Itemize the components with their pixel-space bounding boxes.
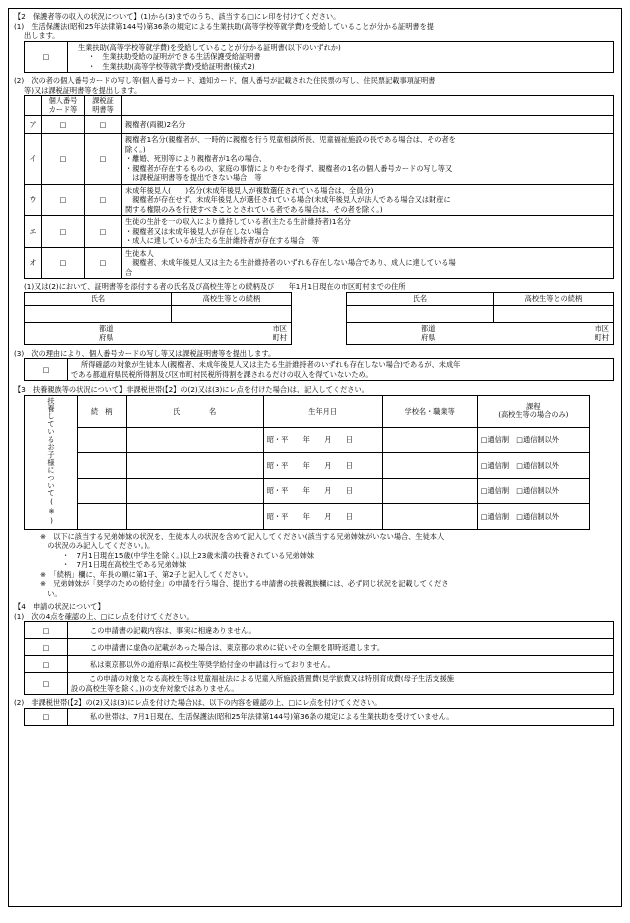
no-assistance-text: 私の世帯は、7月1日現在、生活保護法(昭和25年法律第144号)第36条の規定による生業扶助を受けていません。 xyxy=(68,708,614,725)
row-i-tax-checkbox[interactable]: □ xyxy=(85,134,122,185)
t3-line1: 所得確認の対象が生徒本人(親権者、未成年後見人又は主たる生計維持者のいずれも存在しない場合)であるが、未成年 xyxy=(81,360,461,370)
declaration-text: 私は東京都以外の道府県に高校生等奨学給付金の申請は行っておりません。 xyxy=(68,656,614,673)
no-assistance-checkbox[interactable]: □ xyxy=(25,708,68,725)
side-label-text: 扶養しているお子様について(※) xyxy=(46,396,56,526)
relation-input[interactable] xyxy=(77,478,126,503)
name-input[interactable] xyxy=(126,453,263,478)
row-label: ア xyxy=(25,116,42,134)
relation-input[interactable] xyxy=(77,453,126,478)
s3-note: ・ 7月1日現在15歳(中学生を除く。)以上23歳未満の扶養されている兄弟姉妹 xyxy=(62,550,315,560)
city-bottom: 町村 xyxy=(594,333,609,343)
birth-input[interactable]: 昭・平 年 月 日 xyxy=(263,427,382,452)
course-options[interactable] xyxy=(477,504,589,530)
addr-relation-input[interactable] xyxy=(493,305,613,322)
addr-relation-head: 高校生等との続柄 xyxy=(493,292,613,305)
row-o-line: 親権者、未成年後見人又は主たる生計維持者のいずれも存在しない場合であり、成人に達している場 xyxy=(125,258,456,268)
address-note: (1)又は(2)において、証明書等を添付する者の氏名及び高校生等との続柄及び 年1月1日現在の市区町村までの住所 xyxy=(24,282,406,292)
row-a-tax-checkbox[interactable]: □ xyxy=(85,116,122,134)
row-label: イ xyxy=(25,134,42,185)
city-top: 市区 xyxy=(272,323,287,333)
addr-relation-head: 高校生等との続柄 xyxy=(171,292,291,305)
row-o-line: 合 xyxy=(125,267,133,277)
row-i-line: ・離婚、死別等により親権者が1名の場合、 xyxy=(125,154,267,164)
row-e-line: 生徒の生計を一の収入により維持している者(主たる生計維持者)1名分 xyxy=(125,217,351,227)
city-top: 市区 xyxy=(594,323,609,333)
addr-address-input[interactable] xyxy=(347,322,614,344)
livelihood-assistance-table xyxy=(24,41,614,74)
section-3-heading: 【3 扶養親族等の状況について】非課税世帯(【2】の(2)又は(3)にレ点を付けた場合)は、記入してください。 xyxy=(14,385,369,395)
pref-bottom: 府県 xyxy=(99,333,114,343)
section-4-heading: 【4 申請の状況について】 xyxy=(14,602,105,612)
section-4-item-1: (1) 次の4点を確認の上、□にレ点を付けてください。 xyxy=(14,611,194,621)
t1-line-2: ・ 生業扶助(高等学校等就学費)受給証明書(様式2) xyxy=(88,61,255,71)
declaration-checkbox[interactable]: □ xyxy=(25,622,68,639)
s3-note: ※ 兄弟姉妹が「奨学のための給付金」の申請を行う場合、提出する申請書の扶養親族欄には、必ず同じ状況を記載してくださ xyxy=(40,579,449,589)
section-4-item-2: (2) 非課税世帯(【2】の(2)又は(3)にレ点を付けた場合)は、以下の内容を確認の上、□にレ点を付けてください。 xyxy=(14,698,382,708)
course-options[interactable] xyxy=(477,427,589,452)
addr-name-input[interactable] xyxy=(25,305,172,322)
school-input[interactable] xyxy=(382,427,477,452)
course-other[interactable]: □通信制以外 xyxy=(516,460,559,470)
section-2-item-2-line2: 等)又は課税証明書等を提出します。 xyxy=(24,85,142,95)
addr-name-head: 氏名 xyxy=(25,292,172,305)
course-other[interactable]: □通信制以外 xyxy=(516,486,559,496)
declaration-text: 設の高校生等を除く。))の支弁対象ではありません。 xyxy=(71,683,239,693)
t1-line-0: 生業扶助(高等学校等就学費)を受給していることが分かる証明書(以下のいずれか) xyxy=(78,42,341,52)
declaration-checkbox[interactable]: □ xyxy=(25,639,68,656)
section-2-item-1-line2: 出します。 xyxy=(24,31,60,40)
course-correspondence[interactable]: □通信制 xyxy=(480,435,510,445)
declaration-checkbox[interactable]: □ xyxy=(25,673,68,695)
row-e-line: ・成人に達しているが主たる生計維持者が存在する場合 等 xyxy=(125,236,320,246)
row-o-tax-checkbox[interactable]: □ xyxy=(85,247,122,279)
head-course: 課程 (高校生等の場合のみ) xyxy=(477,395,589,427)
row-u-tax-checkbox[interactable]: □ xyxy=(85,184,122,216)
row-o-line: 生徒本人 xyxy=(125,248,154,258)
course-options[interactable] xyxy=(477,453,589,478)
school-input[interactable] xyxy=(382,453,477,478)
student-income-table xyxy=(24,358,614,381)
s3-note: ※ 「続柄」欄に、年長の順に第1子、第2子と記入してください。 xyxy=(40,569,253,579)
livelihood-assistance-checkbox[interactable]: □ xyxy=(25,41,68,73)
addr-name-head: 氏名 xyxy=(347,292,494,305)
declarations-table xyxy=(24,621,614,695)
dependents-side-label xyxy=(25,395,78,529)
row-u-line: 親権者が存在せず、未成年後見人が選任されている場合(未成年後見人が法人である場合又は財産に xyxy=(125,195,451,205)
head-mynumber: 個人番号 カード等 xyxy=(42,96,85,116)
row-a-mynumber-checkbox[interactable]: □ xyxy=(42,116,85,134)
course-correspondence[interactable]: □通信制 xyxy=(480,460,510,470)
declaration-checkbox[interactable]: □ xyxy=(25,656,68,673)
pref-top: 都道 xyxy=(421,323,436,333)
row-i-line: 親権者1名分(親権者が、一時的に親権を行う児童相談所長、児童福祉施設の長である場合は、その者を xyxy=(125,135,456,145)
birth-input[interactable]: 昭・平 年 月 日 xyxy=(263,453,382,478)
section-2-item-1-line1: (1) 生活保護法(昭和25年法律第144号)第36条の規定による生業扶助(高等学校等就学費)を受給していることが分かる証明書を提 xyxy=(14,21,434,31)
row-u-line: 未成年後見人( )名分(未成年後見人が複数選任されている場合は、全員分) xyxy=(125,185,374,195)
declaration-text: この申請書の記載内容は、事実に相違ありません。 xyxy=(68,622,614,639)
head-tax: 課税証 明書等 xyxy=(85,96,122,116)
head-birth: 生年月日 xyxy=(263,395,382,427)
row-o-mynumber-checkbox[interactable]: □ xyxy=(42,247,85,279)
declaration-text: この申請の対象となる高校生等は児童福祉法による児童入所施設措置費(見学旅費又は特別育成費(母子生活支援施 xyxy=(89,674,454,684)
course-other[interactable]: □通信制以外 xyxy=(516,435,559,445)
pref-top: 都道 xyxy=(99,323,114,333)
dependents-table xyxy=(24,395,590,530)
course-correspondence[interactable]: □通信制 xyxy=(480,486,510,496)
row-i-line: ・親権者が存在するものの、家庭の事情によりやむを得ず、親権者の1名の個人番号カードの写し等又 xyxy=(125,163,453,173)
row-u-mynumber-checkbox[interactable]: □ xyxy=(42,184,85,216)
name-input[interactable] xyxy=(126,427,263,452)
row-label: ウ xyxy=(25,184,42,216)
t3-line2: である都道府県民税所得割及び区市町村民税所得割を課されるだけの収入を得ていないため。 xyxy=(71,369,373,379)
name-input[interactable] xyxy=(126,478,263,503)
name-input[interactable] xyxy=(126,504,263,530)
no-assistance-table xyxy=(24,708,614,726)
course-options[interactable] xyxy=(477,478,589,503)
s3-note: ※ 以下に該当する兄弟姉妹の状況を、生徒本人の状況を含めて記入してください(該当する兄弟姉妹がいない場合、生徒本人 xyxy=(40,531,445,541)
head-school: 学校名・職業等 xyxy=(382,395,477,427)
course-correspondence[interactable]: □通信制 xyxy=(480,511,510,521)
address-table-right xyxy=(346,292,614,345)
pref-bottom: 府県 xyxy=(421,333,436,343)
head-name: 氏 名 xyxy=(126,395,263,427)
row-label: エ xyxy=(25,216,42,248)
head-relation: 続 柄 xyxy=(77,395,126,427)
address-table-left xyxy=(24,292,292,345)
row-e-line: ・親権者又は未成年後見人が存在しない場合 xyxy=(125,226,269,236)
row-i-line: 除く。) xyxy=(125,144,146,154)
city-bottom: 町村 xyxy=(272,333,287,343)
course-other[interactable]: □通信制以外 xyxy=(516,511,559,521)
s3-note: い。 xyxy=(40,588,62,598)
relation-input[interactable] xyxy=(77,427,126,452)
declaration-text: この申請書に虚偽の記載があった場合は、東京都の求めに従いその全額を即時返還します。 xyxy=(68,639,614,656)
s3-note: の状況のみ記入してください。)。 xyxy=(40,541,155,551)
row-e-tax-checkbox[interactable]: □ xyxy=(85,216,122,248)
application-form-page xyxy=(8,8,622,907)
addr-address-input[interactable] xyxy=(25,322,292,344)
relation-input[interactable] xyxy=(77,504,126,530)
row-label: オ xyxy=(25,247,42,279)
row-e-mynumber-checkbox[interactable]: □ xyxy=(42,216,85,248)
school-input[interactable] xyxy=(382,478,477,503)
section-2-item-3: (3) 次の理由により、個人番号カードの写し等又は課税証明書等を提出します。 xyxy=(14,348,276,358)
birth-input[interactable]: 昭・平 年 月 日 xyxy=(263,504,382,530)
s3-note: ・ 7月1日現在高校生である兄弟姉妹 xyxy=(62,560,187,570)
row-i-mynumber-checkbox[interactable]: □ xyxy=(42,134,85,185)
section-2-item-2-line1: (2) 次の者の個人番号カードの写し等(個人番号カード、通知カード、個人番号が記載された住民票の写し、住民票記載事項証明書 xyxy=(14,76,436,85)
section-2-heading: 【2 保護者等の収入の状況について】(1)から(3)までのうち、該当する□にレ印を付けてください。 xyxy=(14,12,341,21)
addr-name-input[interactable] xyxy=(347,305,494,322)
address-tables xyxy=(24,292,614,345)
student-income-checkbox[interactable]: □ xyxy=(25,359,68,381)
school-input[interactable] xyxy=(382,504,477,530)
row-i-line: は課税証明書等を提出できない場合 等 xyxy=(125,173,262,183)
birth-input[interactable]: 昭・平 年 月 日 xyxy=(263,478,382,503)
addr-relation-input[interactable] xyxy=(171,305,291,322)
guardian-table xyxy=(24,95,614,279)
row-u-line: 関する権限のみを行使すべきこととされている者である場合は、その者を除く。) xyxy=(125,204,383,214)
t1-line-1: ・ 生業扶助受給の証明ができる生活保護受給証明書 xyxy=(88,52,261,61)
row-a-text: 親権者(両親)2名分 xyxy=(125,120,186,130)
